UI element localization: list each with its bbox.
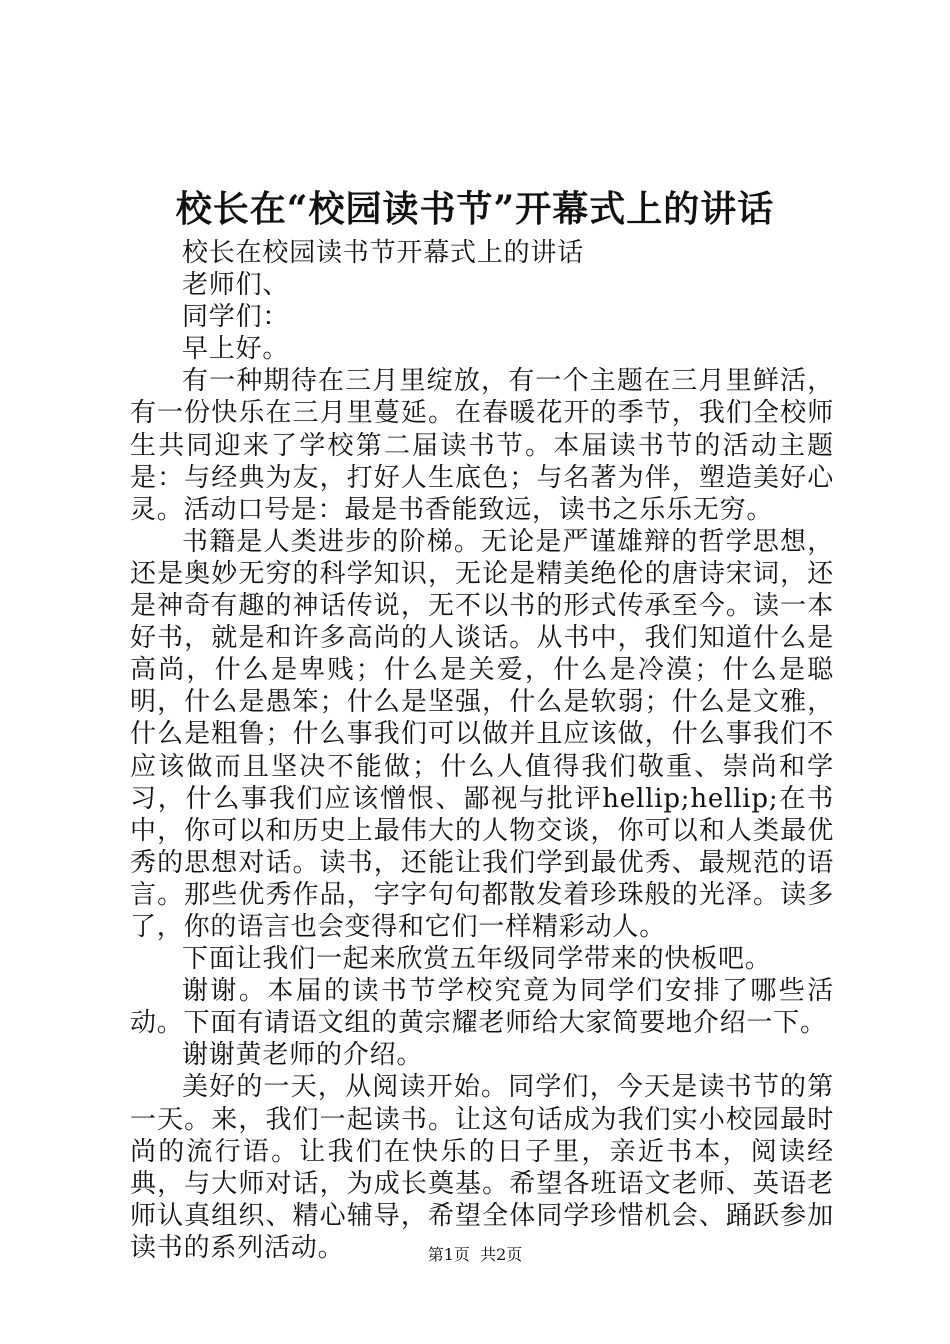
page-footer	[0, 1245, 950, 1265]
paragraph-subtitle: 校长在校园读书节开幕式上的讲话	[182, 238, 585, 268]
paragraph-body: 书籍是人类进步的阶梯。无论是严谨雄辩的哲学思想，还是奥妙无穷的科学知识，无论是精美绝伦的唐诗宋词，还是神奇有趣的神话传说，无不以书的形式传承至今。读一本好书，就是和许多高尚的人谈话。从书中，我们知道什么是高尚，什么是卑贱；什么是关爱，什么是冷漠；什么是聪明，什么是愚笨；什么是坚强，什么是软弱；什么是文雅，什么是粗鲁；什么事我们可以做并且应该做，什么事我们不应该做而且坚决不能做；什么人值得我们敬重、崇尚和学习，什么事我们应该憎恨、鄙视与批评hellip;hellip;在书中，你可以和历史上最伟大的人物交谈，你可以和人类最优秀的思想对话。读书，还能让我们学到最优秀、最规范的语言。那些优秀作品，字字句句都散发着珍珠般的光泽。读多了，你的语言也会变得和它们一样精彩动人。	[130, 526, 834, 942]
paragraph-body: 美好的一天，从阅读开始。同学们，今天是读书节的第一天。来，我们一起读书。让这句话成为我们实小校园最时尚的流行语。让我们在快乐的日子里，亲近书本，阅读经典，与大师对话，为成长奠基。希望各班语文老师、英语老师认真组织、精心辅导，希望全体同学珍惜机会、踊跃参加读书的系列活动。	[130, 1072, 834, 1263]
paragraph-body: 谢谢黄老师的介绍。	[182, 1040, 424, 1071]
paragraph-greeting-teachers: 老师们、	[182, 270, 290, 301]
paragraph-good-morning: 早上好。	[182, 334, 290, 365]
paragraph-greeting-students: 同学们：	[182, 302, 290, 333]
page-number: 第1页	[427, 1245, 470, 1264]
document-title: 校长在“校园读书节”开幕式上的讲话	[175, 188, 775, 230]
paragraph-body: 谢谢。本届的读书节学校究竟为同学们安排了哪些活动。下面有请语文组的黄宗耀老师给大家简要地介绍一下。	[130, 976, 834, 1039]
footer-spacer	[470, 1245, 480, 1264]
document-body	[130, 237, 834, 1264]
page-total: 共2页	[480, 1245, 523, 1264]
paragraph-body: 下面让我们一起来欣赏五年级同学带来的快板吧。	[182, 944, 772, 975]
paragraph-body: 有一种期待在三月里绽放，有一个主题在三月里鲜活，有一份快乐在三月里蔓延。在春暖花开的季节，我们全校师生共同迎来了学校第二届读书节。本届读书节的活动主题是：与经典为友，打好人生底色；与名著为伴，塑造美好心灵。活动口号是：最是书香能致远，读书之乐乐无穷。	[130, 366, 834, 525]
